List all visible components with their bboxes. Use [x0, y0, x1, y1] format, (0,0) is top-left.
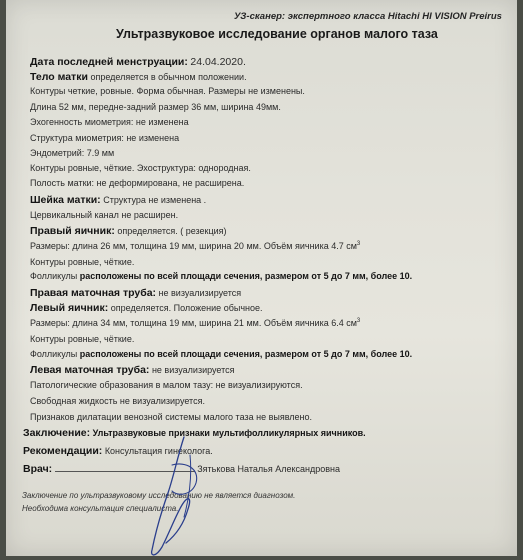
- doctor-label: Врач:: [23, 463, 53, 475]
- cervix-label: Шейка матки:: [30, 194, 101, 206]
- uterus-size: Длина 52 мм, передне-задний размер 36 мм, ширина 49мм.: [30, 102, 281, 112]
- recommendation-label: Рекомендации:: [23, 445, 103, 457]
- scanner-info: УЗ-сканер: экспертного класса Hitachi HI VISION Preirus: [234, 11, 502, 22]
- myometrium-structure: Структура миометрия: не изменена: [30, 133, 180, 143]
- doctor-name: Зятькова Наталья Александровна: [197, 464, 340, 474]
- menstruation-row: [30, 56, 246, 68]
- right-ovary-size-row: [30, 241, 360, 251]
- cervical-canal: Цервикальный канал не расширен.: [30, 210, 179, 220]
- right-tube-row: [30, 287, 241, 299]
- pathology: Патологические образования в малом тазу: не визуализируются.: [30, 380, 303, 390]
- myometrium-echogenicity: Эхогенность миометрия: не изменена: [30, 117, 189, 127]
- left-ovary-label: Левый яичник:: [30, 302, 109, 314]
- uterus-contours-2: Контуры ровные, чёткие. Эхоструктура: однородная.: [30, 163, 251, 173]
- cervix-row: [30, 194, 206, 206]
- endometrium: Эндометрий: 7.9 мм: [30, 148, 115, 158]
- right-ovary-label: Правый яичник:: [30, 225, 115, 237]
- report-paper: [6, 0, 517, 556]
- right-tube-value: не визуализируется: [158, 288, 242, 298]
- right-ovary-contours: Контуры ровные, чёткие.: [30, 257, 135, 267]
- left-ovary-size-row: [30, 318, 360, 328]
- right-follicles-label: Фолликулы: [30, 271, 78, 281]
- left-ovary-value: определяется. Положение обычное.: [110, 303, 263, 313]
- cervix-structure: Структура не изменена .: [103, 195, 207, 205]
- left-ovary-size: Размеры: длина 34 мм, толщина 19 мм, ширина 21 мм. Объём яичника 6.4 см: [30, 318, 357, 328]
- footer-consult: Необходима консультация специалиста.: [22, 504, 179, 513]
- left-tube-label: Левая маточная труба:: [30, 364, 150, 376]
- uterus-position: определяется в обычном положении.: [90, 72, 247, 82]
- free-fluid: Свободная жидкость не визуализируется.: [30, 396, 205, 406]
- report-title: Ультразвуковое исследование органов малого таза: [116, 27, 438, 41]
- uterus-cavity: Полость матки: не деформирована, не расширена.: [30, 178, 245, 188]
- footer-disclaimer: Заключение по ультразвуковому исследованию не является диагнозом.: [22, 491, 296, 500]
- uterus-label: Тело матки: [30, 71, 88, 83]
- right-follicles-desc: расположены по всей площади сечения, размером от 5 до 7 мм, более 10.: [79, 271, 413, 281]
- menstruation-label: Дата последней менструации:: [30, 56, 188, 68]
- left-follicles-label: Фолликулы: [30, 349, 78, 359]
- conclusion-value: Ультразвуковые признаки мультифолликулярных яичников.: [92, 428, 366, 438]
- left-ovary-row: [30, 302, 263, 314]
- menstruation-value: 24.04.2020.: [190, 56, 246, 68]
- left-ovary-unit-sup: 3: [356, 318, 361, 324]
- conclusion-label: Заключение:: [23, 427, 91, 439]
- uterus-row: [30, 71, 247, 83]
- handwritten-signature: [126, 435, 236, 556]
- veins: Признаков дилатации венозной системы малого таза не выявлено.: [30, 412, 313, 422]
- left-ovary-contours: Контуры ровные, чёткие.: [30, 334, 135, 344]
- right-ovary-row: [30, 225, 227, 237]
- left-tube-value: не визуализируется: [151, 365, 235, 375]
- right-ovary-value: определяется. ( резекция): [117, 226, 227, 236]
- uterus-contours: Контуры четкие, ровные. Форма обычная. Размеры не изменены.: [30, 86, 305, 96]
- recommendation-value: Консультация гинеколога.: [104, 446, 213, 456]
- left-ovary-follicles: [30, 349, 412, 359]
- right-ovary-follicles: [30, 271, 412, 281]
- right-ovary-unit-sup: 3: [356, 241, 361, 247]
- right-tube-label: Правая маточная труба:: [30, 287, 157, 299]
- right-ovary-size: Размеры: длина 26 мм, толщина 19 мм, ширина 20 мм. Объём яичника 4.7 см: [30, 241, 357, 251]
- left-tube-row: [30, 364, 235, 376]
- left-follicles-desc: расположены по всей площади сечения, размером от 5 до 7 мм, более 10.: [79, 349, 413, 359]
